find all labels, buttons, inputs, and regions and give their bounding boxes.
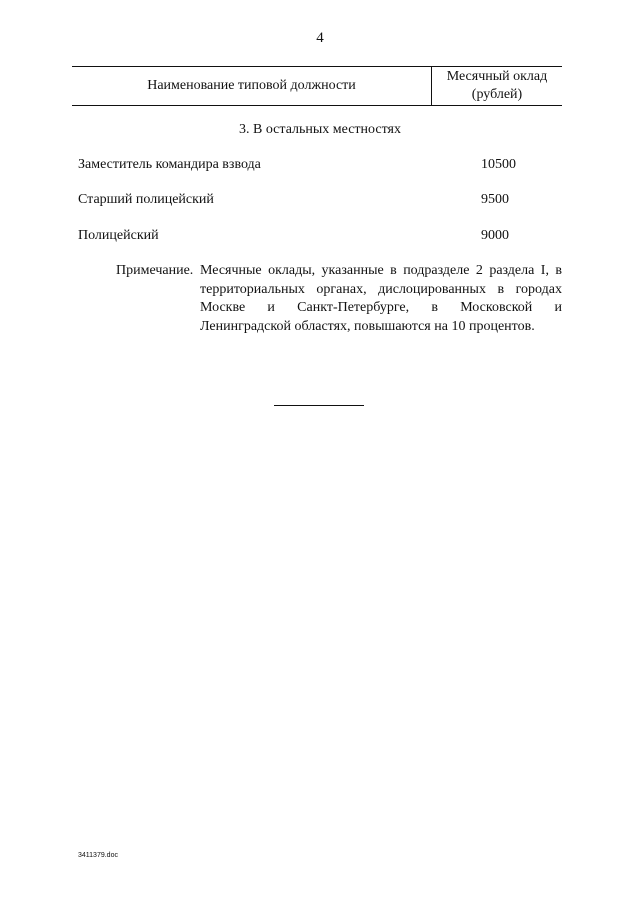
note-text: Месячные оклады, указанные в подразделе 2 раздела I, в территориальных органах, дислоцированных в городах Москве и Санкт-Петербурге, в Московской и Ленинградской областях, повышаются на 10 процентов. (200, 263, 562, 334)
salary-value: 9500 (481, 192, 509, 207)
footer-filename: 3411379.doc (78, 852, 118, 859)
end-divider (274, 405, 364, 406)
note (116, 262, 562, 336)
header-salary (432, 67, 562, 105)
position-name: Заместитель командира взвода (78, 157, 261, 172)
position-name: Полицейский (78, 228, 159, 243)
section-title: 3. В остальных местностях (239, 122, 401, 137)
header-salary-line1: Месячный оклад (446, 69, 548, 84)
position-name: Старший полицейский (78, 192, 214, 207)
table-header (72, 66, 562, 106)
header-position-label: Наименование типовой должности (72, 67, 432, 105)
header-salary-line2: (рублей) (471, 87, 523, 102)
page-number: 4 (316, 30, 324, 46)
salary-value: 10500 (481, 157, 516, 172)
note-label: Примечание. (116, 263, 194, 278)
salary-value: 9000 (481, 228, 509, 243)
